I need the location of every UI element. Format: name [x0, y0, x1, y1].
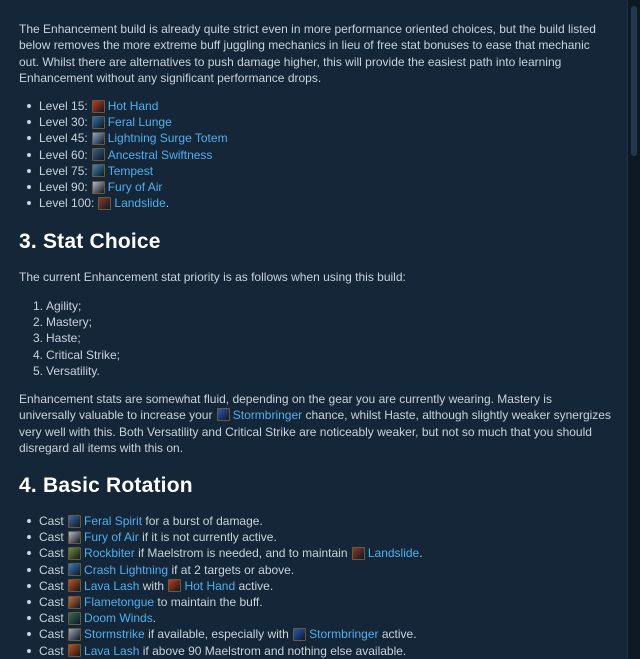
talent-item: [19, 98, 228, 114]
spell-link-secondary[interactable]: Hot Hand: [184, 578, 236, 593]
landslide-icon: [352, 547, 365, 560]
spell-link[interactable]: Rockbiter: [84, 546, 135, 561]
step-text-tail: active.: [238, 578, 274, 593]
stat-body-text-b: chance, whilst Haste, although slightly weaker synergizes very well with this. Both Versatility and Critical Strike are noticeably weaker, but not so much that you should disregard all items with this on.: [19, 408, 611, 455]
step-text: if it is not currently active.: [142, 530, 277, 545]
step-text: if at 2 targets or above.: [171, 562, 295, 577]
stat-label: Critical Strike;: [46, 347, 121, 362]
rotation-step: [19, 545, 423, 561]
rotation-step: [19, 529, 423, 545]
heading-basic-rotation: 4. Basic Rotation: [19, 474, 193, 497]
talent-link[interactable]: Feral Lunge: [107, 115, 172, 130]
stat-item: [19, 330, 120, 346]
spell-link[interactable]: Doom Winds: [84, 611, 153, 626]
talent-link[interactable]: Ancestral Swiftness: [107, 147, 213, 162]
stat-number: 4.: [32, 347, 43, 362]
talent-item: [19, 163, 228, 179]
talent-level: Level 45:: [39, 131, 88, 146]
stat-item: [19, 314, 120, 330]
landslide-icon: [98, 197, 111, 210]
spell-link-secondary[interactable]: Landslide: [367, 546, 420, 561]
stat-item: [19, 347, 120, 363]
stat-number: 3.: [32, 331, 43, 346]
stat-number: 2.: [32, 315, 43, 330]
cast-label: Cast: [39, 627, 64, 642]
flametongue-icon: [68, 596, 81, 609]
step-text: if above 90 Maelstrom and nothing else available.: [142, 643, 407, 658]
step-text: if available, especially with: [148, 627, 289, 642]
talent-level: Level 75:: [39, 163, 88, 178]
cast-label: Cast: [39, 594, 64, 609]
stat-label: Mastery;: [46, 315, 93, 330]
talent-link[interactable]: Hot Hand: [107, 99, 159, 113]
cast-label: Cast: [39, 514, 64, 528]
spell-link[interactable]: Feral Spirit: [84, 514, 143, 528]
talent-link[interactable]: Tempest: [107, 163, 154, 178]
spell-link[interactable]: Flametongue: [84, 594, 155, 609]
step-text: .: [152, 611, 157, 626]
stormstrike-icon: [68, 628, 81, 641]
crash-lightning-icon: [68, 563, 81, 576]
talent-list: [19, 98, 228, 211]
stat-label: Agility;: [46, 299, 82, 313]
step-text: with: [142, 578, 165, 593]
talent-item: [19, 147, 228, 163]
step-text: for a burst of damage.: [145, 514, 263, 528]
rotation-step: [19, 562, 423, 578]
stat-body-paragraph: [19, 391, 611, 456]
talent-level: Level 15:: [39, 99, 88, 113]
talent-item: [19, 114, 228, 130]
cast-label: Cast: [39, 611, 64, 626]
spell-link[interactable]: Lava Lash: [84, 578, 140, 593]
stat-item: [19, 298, 120, 314]
rockbiter-icon: [68, 547, 81, 560]
stormbringer-icon: [293, 628, 306, 641]
talent-level: Level 30:: [39, 115, 88, 130]
stormbringer-link[interactable]: Stormbringer: [232, 408, 303, 423]
stat-lead-paragraph: The current Enhancement stat priority is as follows when using this build:: [19, 270, 406, 284]
fury-of-air-icon: [92, 181, 105, 194]
rotation-step: [19, 626, 423, 642]
rotation-list: [19, 513, 423, 659]
spell-link[interactable]: Fury of Air: [84, 530, 139, 545]
talent-level: Level 90:: [39, 179, 88, 194]
tempest-icon: [92, 164, 105, 177]
doom-winds-icon: [68, 612, 81, 625]
spell-link[interactable]: Stormstrike: [84, 627, 145, 642]
talent-level: Level 60:: [39, 147, 88, 162]
cast-label: Cast: [39, 578, 64, 593]
rotation-step: [19, 643, 423, 659]
cast-label: Cast: [39, 562, 64, 577]
talent-link[interactable]: Landslide: [114, 196, 166, 211]
stat-item: [19, 363, 120, 379]
rotation-step: [19, 610, 423, 626]
talent-item: [19, 179, 228, 195]
talent-link[interactable]: Lightning Surge Totem: [107, 131, 228, 146]
heading-stat-choice: 3. Stat Choice: [19, 230, 161, 253]
talent-link[interactable]: Fury of Air: [107, 179, 163, 194]
rotation-step: [19, 578, 423, 594]
talent-level: Level 100:: [39, 196, 95, 211]
stat-body-text-a: Enhancement stats are somewhat fluid, depending on the gear you are currently wearing. Mastery is universally valuable to increase your: [19, 392, 552, 423]
stat-label: Haste;: [46, 331, 81, 346]
step-text-tail: active.: [381, 627, 417, 642]
step-text: if Maelstrom is needed, and to maintain: [138, 546, 348, 561]
rotation-step: [19, 594, 423, 610]
spell-link-secondary[interactable]: Stormbringer: [309, 627, 379, 642]
cast-label: Cast: [39, 530, 64, 545]
step-text: to maintain the buff.: [157, 594, 263, 609]
rotation-step: [19, 513, 423, 529]
scrollbar-thumb[interactable]: [631, 6, 637, 156]
step-text-tail: .: [419, 546, 423, 561]
talent-item: [19, 130, 228, 146]
stat-number: 5.: [32, 363, 43, 378]
talent-item: [19, 195, 228, 211]
stat-number: 1.: [32, 299, 43, 313]
fury-of-air-icon: [68, 531, 81, 544]
cast-label: Cast: [39, 546, 64, 561]
talent-suffix: .: [165, 196, 170, 211]
feral-spirit-icon: [68, 515, 81, 528]
feral-lunge-icon: [92, 116, 105, 129]
lava-lash-icon: [68, 579, 81, 592]
spell-link[interactable]: Lava Lash: [84, 643, 140, 658]
spell-link[interactable]: Crash Lightning: [84, 562, 169, 577]
lightning-totem-icon: [92, 132, 105, 145]
stormbringer-icon: [217, 408, 230, 421]
ancestral-swiftness-icon: [92, 148, 105, 161]
cast-label: Cast: [39, 643, 64, 658]
hot-hand-icon: [168, 579, 181, 592]
lava-lash-icon: [68, 644, 81, 657]
intro-paragraph: The Enhancement build is already quite strict even in more performance oriented choices, but the build listed below removes the more extreme buff juggling mechanics in lieu of free stat bonuses to ease that mechanic out. Whilst there are alternatives to push damage higher, this will provide the easiest path into learning Enhancement without any significant performance drops.: [19, 22, 596, 85]
stat-label: Versatility.: [46, 363, 100, 378]
hot-hand-icon: [92, 100, 105, 113]
stat-priority-list: [19, 298, 120, 379]
